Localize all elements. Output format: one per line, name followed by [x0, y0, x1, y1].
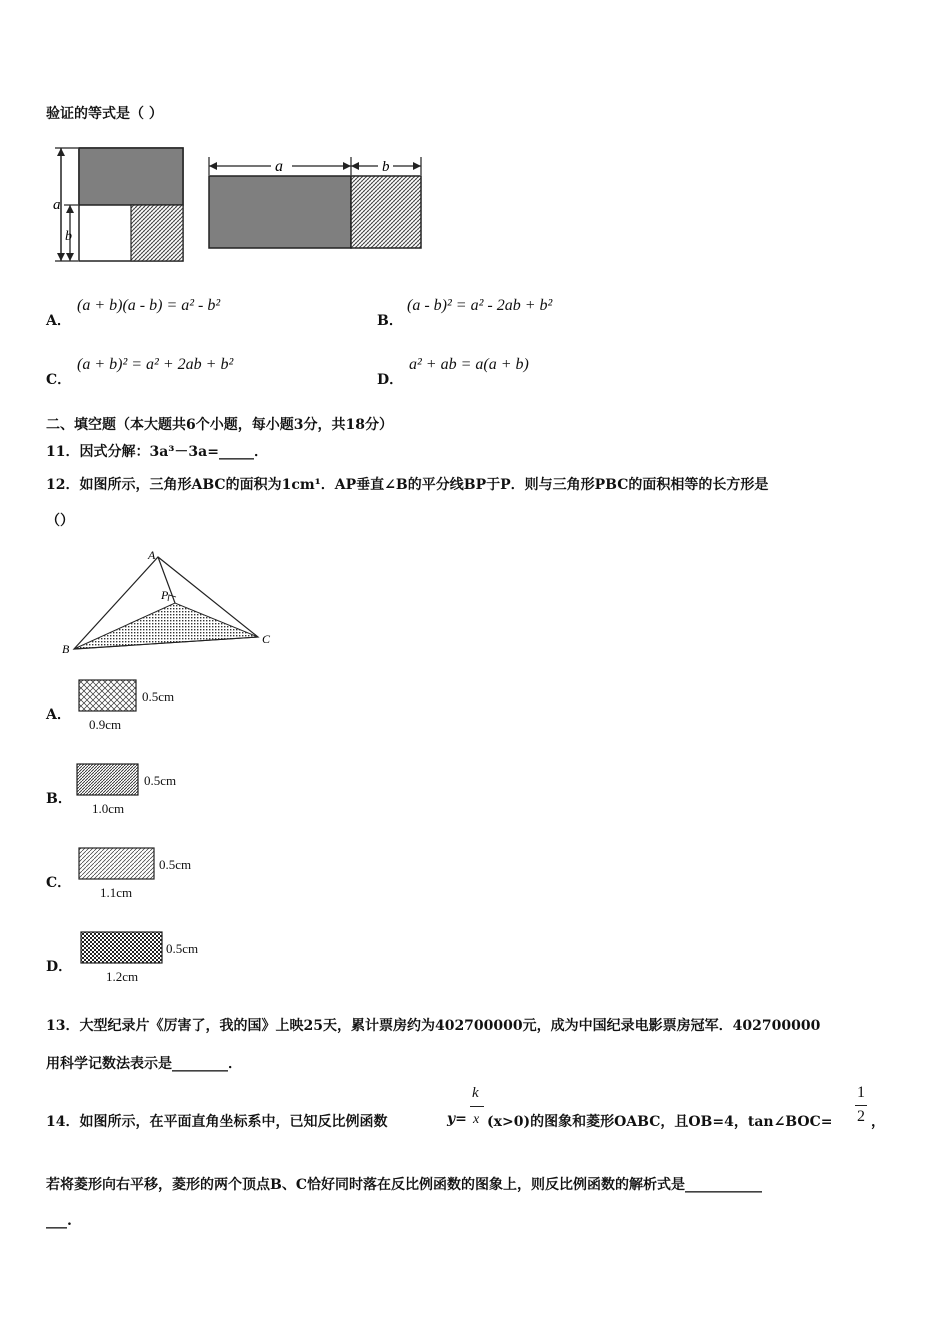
- q14-half-bar: [855, 1105, 867, 1106]
- hatched-square: [131, 205, 183, 261]
- hatched-rectangle: [351, 176, 421, 248]
- q10-option-b-formula: (a - b)² = a² - 2ab + b²: [407, 297, 553, 314]
- q14-half-den: 2: [857, 1108, 865, 1125]
- q12-option-a-rect: [78, 679, 138, 713]
- q14-part3: ，: [871, 1114, 885, 1130]
- q12-option-b-label: B．: [46, 791, 72, 807]
- vertex-a: A: [148, 548, 156, 562]
- q10-option-a-label: A．: [46, 313, 71, 329]
- vertex-p: P: [161, 588, 169, 602]
- vertex-b: B: [62, 642, 70, 656]
- q10-option-c-label: C．: [46, 372, 72, 388]
- q14-part2: (x>0)的图象和菱形OABC，且OB=4，tan∠BOC=: [487, 1114, 833, 1130]
- section-title: 二、填空题（本大题共6个小题，每小题3分，共18分）: [46, 417, 393, 433]
- q12-option-d-label: D．: [46, 959, 73, 975]
- vertex-c: C: [262, 632, 271, 646]
- q12-option-c-rect: [78, 847, 156, 881]
- q10-option-c-formula: (a + b)² = a² + 2ab + b²: [77, 356, 234, 373]
- q12-option-d-rect: [80, 931, 164, 965]
- q12-option-a-width: 0.9cm: [89, 717, 122, 732]
- q14-frac-num: k: [472, 1085, 479, 1101]
- q12-option-d-height: 0.5cm: [166, 941, 199, 956]
- q14-part1: 14．如图所示，在平面直角坐标系中，已知反比例函数: [46, 1114, 388, 1130]
- q12-option-b-height: 0.5cm: [144, 773, 177, 788]
- q10-option-d-label: D．: [377, 372, 404, 388]
- label-a-right: a: [275, 158, 283, 175]
- q12-triangle-figure: [50, 545, 290, 660]
- q10-option-b-label: B．: [377, 313, 403, 329]
- q12-option-d-width: 1.2cm: [106, 969, 139, 984]
- q12-line1: 12．如图所示，三角形ABC的面积为1cm¹．AP垂直∠B的平分线BP于P．则与三角形PBC的面积相等的长方形是: [46, 477, 769, 493]
- q14-line2: 若将菱形向右平移，菱形的两个顶点B、C恰好同时落在反比例函数的图象上，则反比例函数的解析式是___________: [46, 1177, 762, 1193]
- label-b-right: b: [382, 159, 390, 175]
- q12-option-c-width: 1.1cm: [100, 885, 133, 900]
- q12-option-b-width: 1.0cm: [92, 801, 125, 816]
- q12-option-c-height: 0.5cm: [159, 857, 192, 872]
- q12-option-a-label: A．: [46, 707, 71, 723]
- label-b-left: b: [65, 229, 72, 244]
- q11-text: 11．因式分解：3a³－3a=_____．: [46, 444, 268, 460]
- q13-line1: 13．大型纪录片《厉害了，我的国》上映25天，累计票房约为402700000元，成为中国纪录电影票房冠军．402700000: [46, 1018, 821, 1034]
- q14-y-eq: y=: [447, 1111, 467, 1127]
- gray-rectangle: [79, 148, 183, 205]
- q12-line2: （）: [46, 513, 74, 529]
- label-a-left: a: [53, 197, 61, 213]
- q14-frac-den: x: [473, 1112, 480, 1127]
- q12-option-a-height: 0.5cm: [142, 689, 175, 704]
- gray-long-rectangle: [209, 176, 351, 248]
- q12-option-b-rect: [76, 763, 140, 797]
- q10-stem: 验证的等式是（ ）: [46, 106, 163, 122]
- q10-figure: [48, 143, 428, 267]
- q10-option-d-formula: a² + ab = a(a + b): [409, 356, 529, 373]
- q14-half-num: 1: [857, 1084, 865, 1101]
- q13-line2: 用科学记数法表示是________．: [46, 1056, 242, 1072]
- q12-option-c-label: C．: [46, 875, 72, 891]
- q14-line3: ___.: [46, 1213, 72, 1229]
- q10-option-a-formula: (a + b)(a - b) = a² - b²: [77, 297, 221, 314]
- q14-frac-bar: [470, 1106, 484, 1107]
